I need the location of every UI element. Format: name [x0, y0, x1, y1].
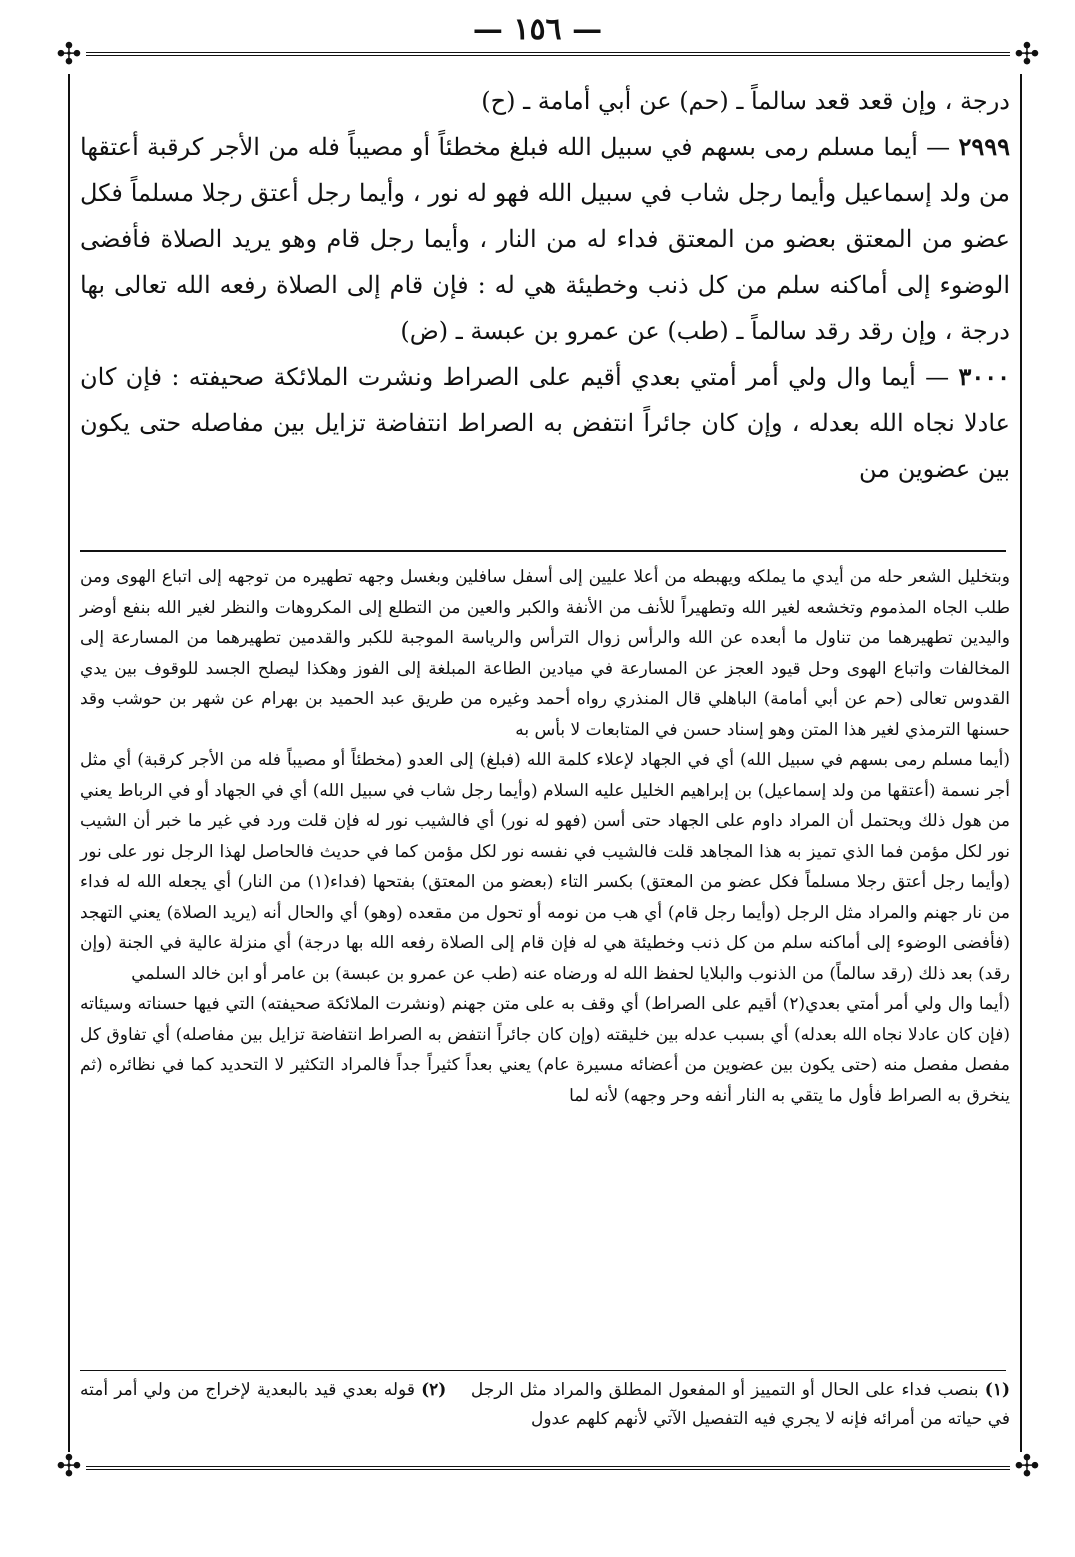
- footnote-line: [80, 1376, 1010, 1434]
- footnote-divider: [80, 1370, 1006, 1371]
- footnote-text: قوله بعدي قيد بالبعدية لإخراج من ولي أمر أمته في حياته من أمرائه فإنه لا يجري فيه التفصيل الآتي لأنهم كلهم عدول: [80, 1380, 1010, 1429]
- flower-ornament-icon: ✣: [1010, 1452, 1044, 1486]
- footnotes: [80, 1376, 1010, 1434]
- flower-ornament-icon: ✣: [1010, 40, 1044, 74]
- hadith-2999: [80, 124, 1010, 354]
- hadith-number: ٣٠٠٠: [958, 362, 1010, 391]
- flower-ornament-icon: ✣: [52, 1452, 86, 1486]
- hadith-body: — أيما وال ولي أمر أمتي بعدي أقيم على الصراط ونشرت الملائكة صحيفته : فإن كان عادلا نجاه الله بعدله ، وإن كان جائراً انتفض به الصراط انتفاضة تزايل بين مفاصله حتى يكون بين عضوين من: [80, 363, 1010, 483]
- hadith-continuation: درجة ، وإن قعد قعد سالماً ـ (حم) عن أبي أمامة ـ (ح): [481, 87, 1010, 115]
- footnote-number: (١): [984, 1380, 1011, 1400]
- frame-bottom-border: [68, 1466, 1020, 1470]
- commentary: [80, 562, 1010, 1111]
- flower-ornament-icon: ✣: [52, 40, 86, 74]
- commentary-paragraph: وبتخليل الشعر حله من أيدي ما يملكه ويهبطه من أعلا عليين إلى أسفل سافلين وبغسل وجهه تطهيره من توجهه إلى اتباع الهوى ومن طلب الجاه المذموم وتخشعه لغير الله وتطهيراً للأنف من الأنفة والكبر والعين من التطلع إلى المكروهات والنظر لغير الله بنفع أوضر واليدين تطهيرهما من تناول ما أبعده عن الله والرأس زوال الترأس والرياسة الموجبة للكبر والقدمين تطهيرهما من المسارعة إلى المخالفات واتباع الهوى وحل قيود العجز عن المسارعة في ميادين الطاعة المبلغة إلى الفوز وهكذا ليصلح الجسد للوقوف بين يدي القدوس تعالى (حم عن أبي أمامة) الباهلي قال المنذري رواه أحمد وغيره من طريق عبد الحميد بن بهرام عن شهر بن حوشب وقد حسنها الترمذي لغير هذا المتن وهو إسناد حسن في المتابعات لا بأس به: [80, 567, 1010, 740]
- section-divider: [80, 550, 1006, 552]
- commentary-paragraph: (أيما وال ولي أمر أمتي بعدي(٢) أقيم على الصراط) أي وقف به على متن جهنم (ونشرت الملائكة صحيفته) التي فيها حسناته وسيئاته (فإن كان عادلا نجاه الله بعدله) أي بسبب عدله بين خليقته (وإن كان جائراً انتفض به الصراط انتفاضة تزايل بين مفاصله) أي تفاوق كل مفصل مفصل منه (حتى يكون بين عضوين من أعضائه مسيرة عام) يعني بعداً كثيراً جداً فالمراد التكثير لا التحديد كما في نظائره (ثم ينخرق به الصراط فأول ما يتقي به النار أنفه وحر وجهه) لأنه لما: [80, 994, 1011, 1106]
- footnote-number: (٢): [421, 1380, 447, 1400]
- commentary-paragraph: (أيما مسلم رمى بسهم في سبيل الله) أي في الجهاد لإعلاء كلمة الله (فبلغ) إلى العدو (مخطئاً أو مصيباً فله من الأجر كرقبة) أي مثل أجر نسمة (أعتقها من ولد إسماعيل) بن إبراهيم الخليل عليه السلام (وأيما رجل شاب في سبيل الله) أي في الجهاد أو في الرباط يعني من هول ذلك ويحتمل أن المراد داوم على الجهاد حتى أسن (فهو له نور) أي فالشيب نور له فإن قلت ورد في غير ما خبر أن الشيب نور لكل مؤمن فما الذي تميز به هذا المجاهد قلت فالشيب في نفسه نور لكل مؤمن كما في حديث فالحاصل لهذا الرجل نور على نور (وأيما رجل أعتق رجلا مسلماً فكل عضو من المعتق) بكسر التاء (بعضو من المعتق) بفتحها (فداء(١) من النار) أي يجعله الله له فداء من نار جهنم والمراد مثل الرجل (وأيما رجل قام) أي هب من نومه أو تحول من مقعده (وهو) أي والحال أنه (يريد الصلاة) يعني التهجد (فأفضى الوضوء إلى أماكنه سلم من كل ذنب وخطيئة هي له فإن قام إلى الصلاة رفعه الله بها درجة) أي منزلة عالية في الجنة (وإن رقد) بعد ذلك (رقد سالماً) من الذنوب والبلايا لحفظ الله له ورضاه عنه (طب عن عمرو بن عبسة) بن عامر أو ابن خالد السلمي: [80, 750, 1011, 984]
- hadith-text: [80, 78, 1010, 492]
- hadith-number: ٢٩٩٩: [958, 132, 1010, 161]
- page-number: — ١٥٦ —: [472, 12, 603, 47]
- footnote-text: بنصب فداء على الحال أو التمييز أو المفعول المطلق والمراد مثل الرجل: [470, 1380, 979, 1400]
- hadith-3000: [80, 354, 1010, 492]
- hadith-body: — أيما مسلم رمى بسهم في سبيل الله فبلغ مخطئاً أو مصيباً فله من الأجر كرقبة أعتقها من ولد إسماعيل وأيما رجل شاب في سبيل الله فهو له نور ، وأيما رجل أعتق رجلا مسلماً فكل عضو من المعتق بعضو من المعتق فداء له من النار ، وأيما رجل قام وهو يريد الصلاة فأفضى الوضوء إلى أماكنه سلم من كل ذنب وخطيئة هي له : فإن قام إلى الصلاة رفعه الله تعالى بها درجة ، وإن رقد رقد سالماً ـ (طب) عن عمرو بن عبسة ـ (ض): [80, 133, 1010, 345]
